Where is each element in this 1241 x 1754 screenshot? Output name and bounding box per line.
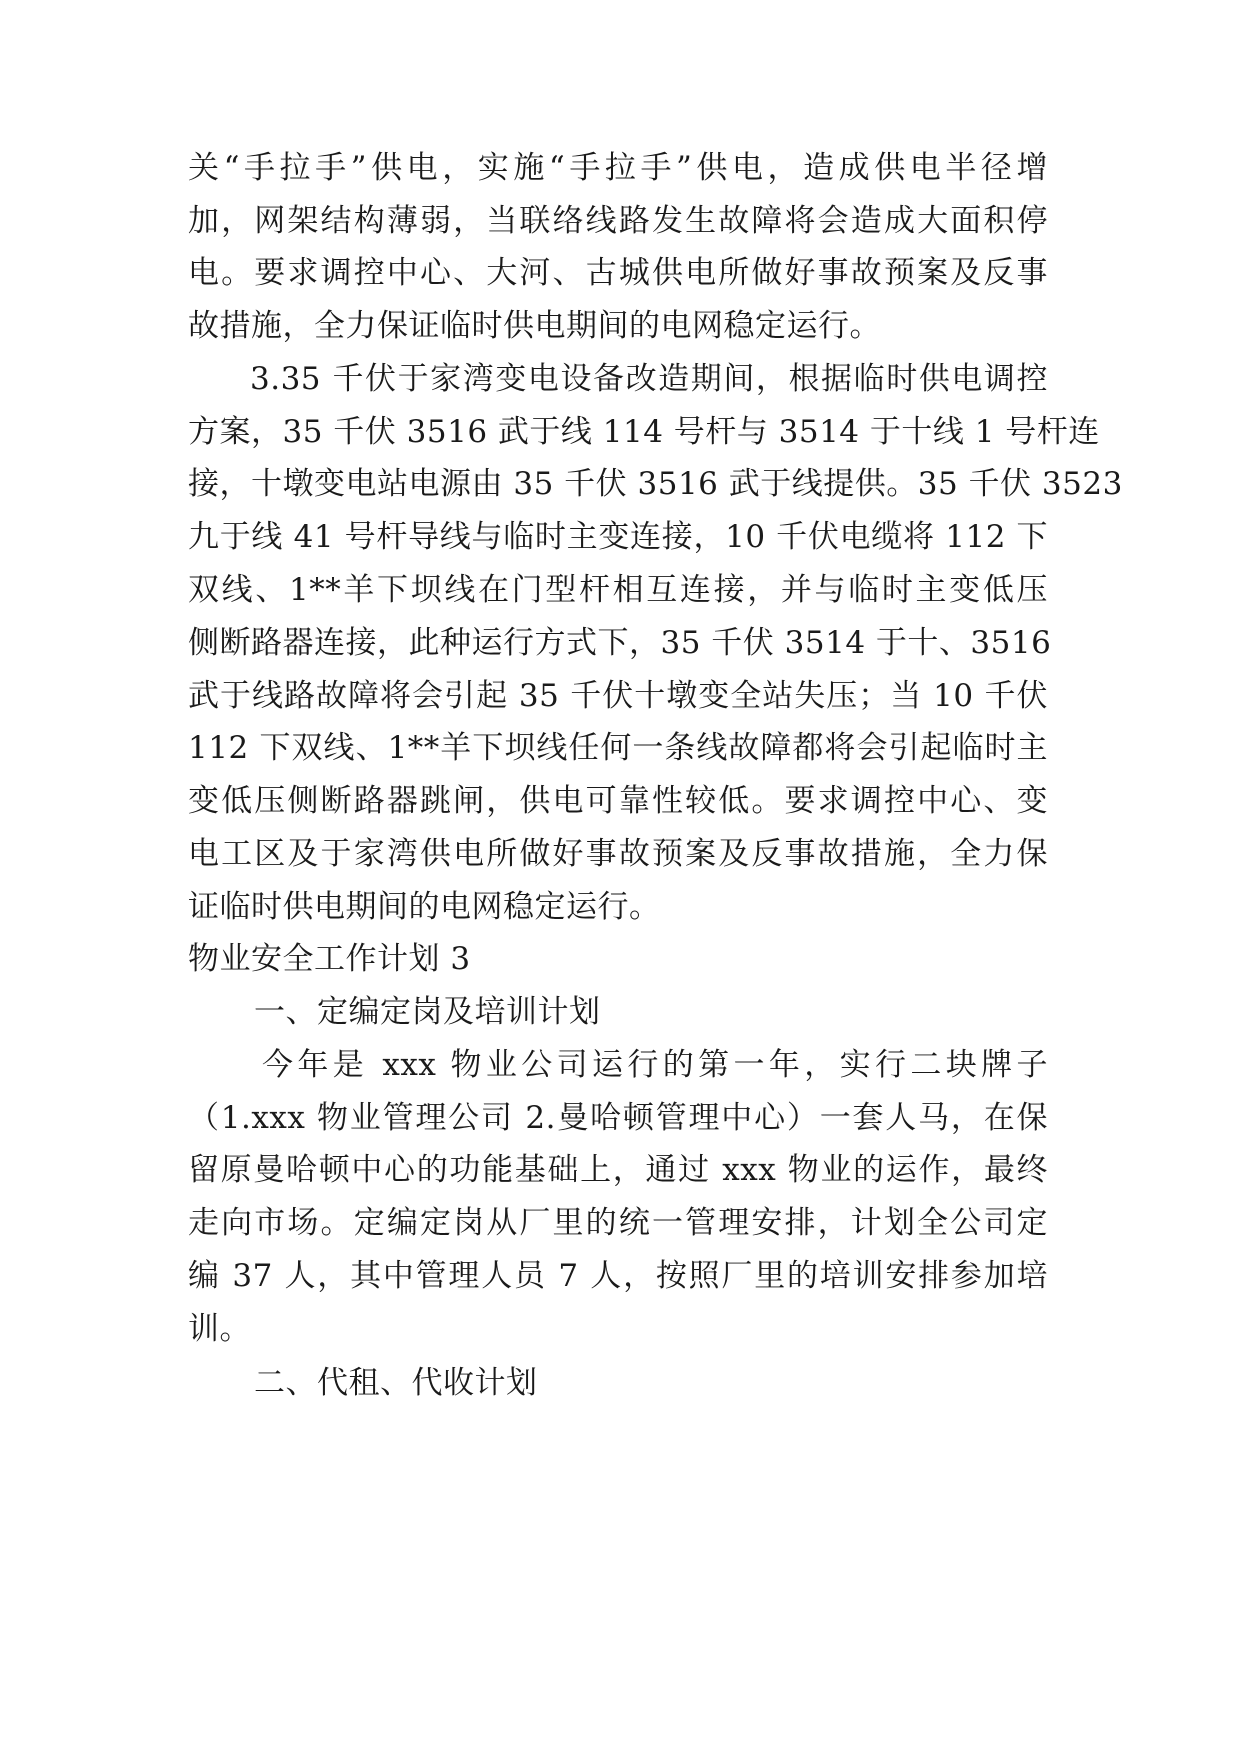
paragraph-line: 电。要求调控中心、大河、古城供电所做好事故预案及反事 xyxy=(188,255,1048,291)
paragraph-line: 电工区及于家湾供电所做好事故预案及反事故措施，全力保 xyxy=(188,836,1048,872)
paragraph-line: 故措施，全力保证临时供电期间的电网稳定运行。 xyxy=(188,308,881,344)
paragraph-line: 方案，35 千伏 3516 武于线 114 号杆与 3514 于十线 1 号杆连 xyxy=(188,414,1100,450)
paragraph-line: 加，网架结构薄弱，当联络线路发生故障将会造成大面积停 xyxy=(188,203,1048,239)
paragraph-line: （1.xxx 物业管理公司 2.曼哈顿管理中心）一套人马，在保 xyxy=(188,1100,1048,1136)
paragraph-line: 双线、1**羊下坝线在门型杆相互连接，并与临时主变低压 xyxy=(188,572,1048,608)
paragraph-line: 3.35 千伏于家湾变电设备改造期间，根据临时供电调控 xyxy=(250,361,1048,397)
paragraph-line: 武于线路故障将会引起 35 千伏十墩变全站失压；当 10 千伏 xyxy=(188,678,1048,714)
paragraph-line: 侧断路器连接，此种运行方式下，35 千伏 3514 于十、3516 xyxy=(188,625,1052,661)
paragraph-line: 编 37 人，其中管理人员 7 人，按照厂里的培训安排参加培 xyxy=(188,1258,1048,1294)
paragraph-line: 112 下双线、1**羊下坝线任何一条线故障都将会引起临时主 xyxy=(188,730,1048,766)
section-heading: 物业安全工作计划 3 xyxy=(188,941,471,977)
paragraph-line: 证临时供电期间的电网稳定运行。 xyxy=(188,889,661,925)
paragraph-line: 关“手拉手”供电，实施“手拉手”供电，造成供电半径增 xyxy=(188,150,1048,186)
paragraph-line: 训。 xyxy=(188,1311,251,1347)
paragraph-line: 接，十墩变电站电源由 35 千伏 3516 武于线提供。35 千伏 3523 xyxy=(188,466,1123,502)
paragraph-line: 今年是 xxx 物业公司运行的第一年，实行二块牌子 xyxy=(262,1047,1048,1083)
paragraph-line: 变低压侧断路器跳闸，供电可靠性较低。要求调控中心、变 xyxy=(188,783,1048,819)
subsection-heading: 一、定编定岗及培训计划 xyxy=(254,994,601,1030)
paragraph-line: 走向市场。定编定岗从厂里的统一管理安排，计划全公司定 xyxy=(188,1205,1048,1241)
paragraph-line: 留原曼哈顿中心的功能基础上，通过 xxx 物业的运作，最终 xyxy=(188,1152,1048,1188)
paragraph-line: 九于线 41 号杆导线与临时主变连接，10 千伏电缆将 112 下 xyxy=(188,519,1048,555)
subsection-heading: 二、代租、代收计划 xyxy=(254,1365,538,1401)
